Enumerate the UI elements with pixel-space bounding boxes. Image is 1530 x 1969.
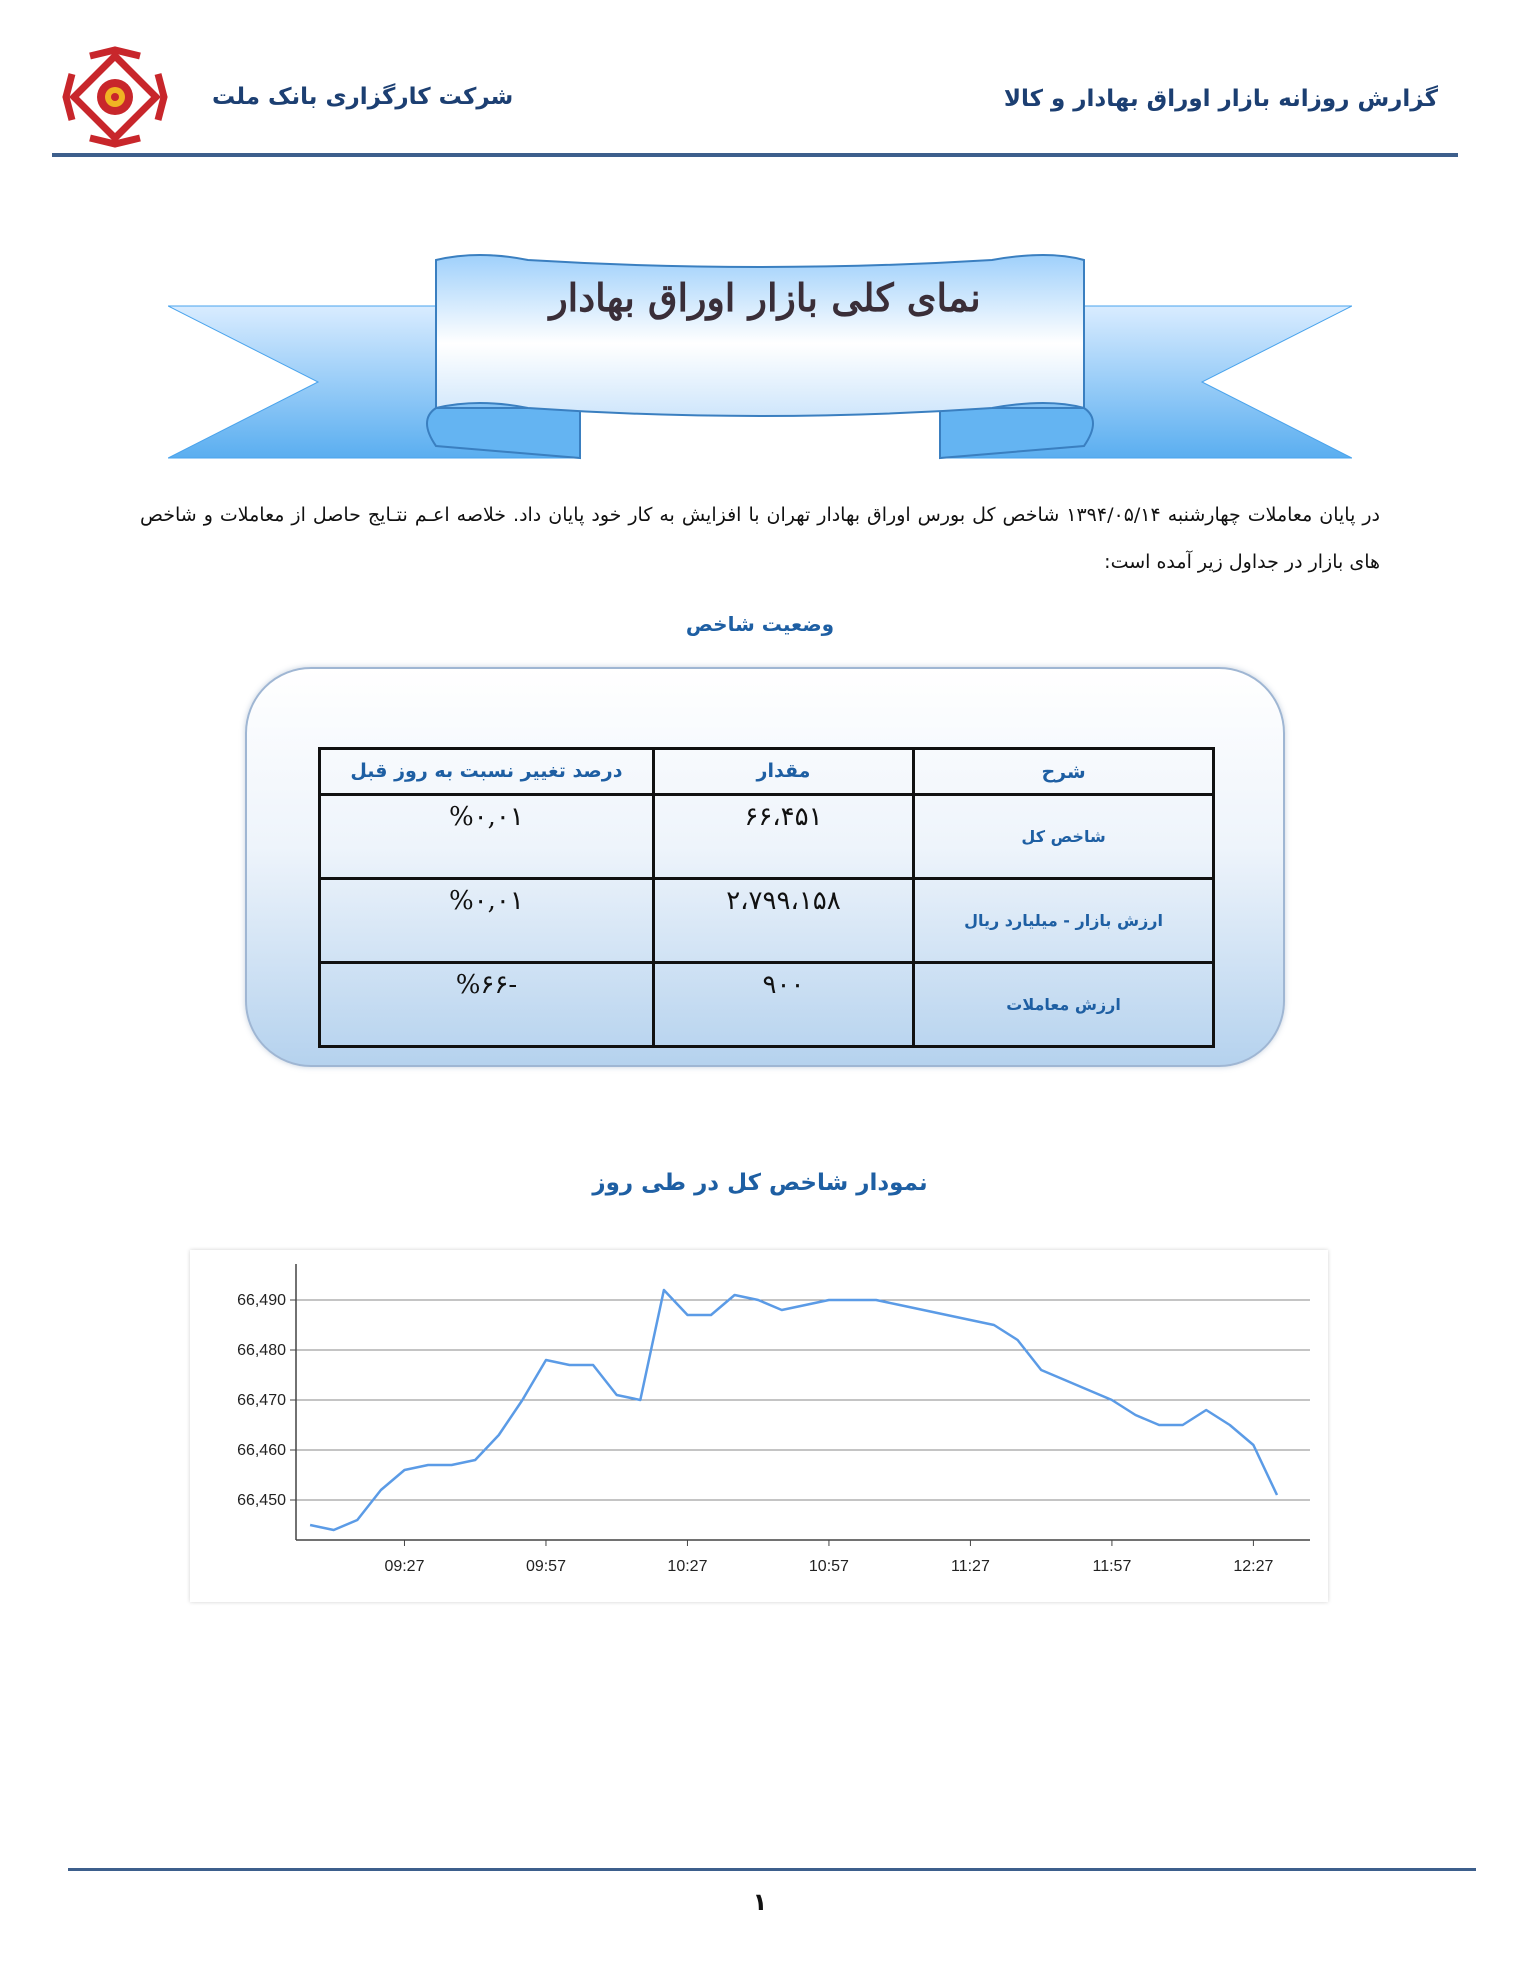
row-change: %۰,۰۱ [320, 879, 654, 963]
header-amount: مقدار [653, 749, 913, 795]
table-header-row [320, 749, 1214, 795]
x-tick-label: 11:27 [950, 1558, 990, 1575]
table-row [320, 963, 1214, 1047]
y-tick-label: 66,450 [237, 1492, 286, 1509]
intro-paragraph: در پایان معاملات چهارشنبه ۱۳۹۴/۰۵/۱۴ شاخص کل بورس اوراق بهادار تهران با افزایش به کار خود پایان داد. خلاصه اعـم نتـایج حاصل از معاملات و شاخص های بازار در جداول زیر آمده است: [140, 504, 1380, 573]
x-tick-label: 11:57 [1092, 1558, 1132, 1575]
row-description: شاخص کل [914, 795, 1214, 879]
row-amount: ۲،۷۹۹،۱۵۸ [653, 879, 913, 963]
table-row [320, 795, 1214, 879]
x-tick-label: 10:57 [808, 1558, 849, 1575]
x-tick-label: 09:27 [384, 1558, 425, 1575]
chart-title: نمودار شاخص کل در طی روز [592, 1170, 928, 1196]
x-tick-label: 09:57 [525, 1558, 566, 1575]
row-description: ارزش بازار - میلیارد ریال [914, 879, 1214, 963]
header-change: درصد تغییر نسبت به روز قبل [320, 749, 654, 795]
row-change: -%۶۶ [320, 963, 654, 1047]
report-title: گزارش روزانه بازار اوراق بهادار و کالا [1003, 86, 1438, 112]
index-status-table [318, 747, 1215, 1048]
index-line-series [310, 1290, 1277, 1530]
banner-title: نمای کلی بازار اوراق بهادار [549, 275, 981, 320]
page-number: ۱ [752, 1888, 768, 1916]
y-tick-label: 66,490 [237, 1292, 286, 1309]
footer-divider [68, 1868, 1476, 1871]
company-name: شرکت کارگزاری بانک ملت [212, 84, 514, 110]
header-divider [52, 153, 1458, 157]
y-tick-label: 66,470 [237, 1392, 286, 1409]
row-description: ارزش معاملات [914, 963, 1214, 1047]
table-row [320, 879, 1214, 963]
row-amount: ۶۶،۴۵۱ [653, 795, 913, 879]
y-tick-label: 66,480 [237, 1342, 286, 1359]
y-tick-label: 66,460 [237, 1442, 286, 1459]
row-change: %۰,۰۱ [320, 795, 654, 879]
index-status-title: وضعیت شاخص [685, 612, 835, 636]
header-description: شرح [914, 749, 1214, 795]
intraday-index-chart [190, 1250, 1328, 1602]
bank-mellat-logo [62, 46, 168, 148]
x-tick-label: 10:27 [667, 1558, 708, 1575]
x-tick-label: 12:27 [1233, 1558, 1274, 1575]
row-amount: ۹۰۰ [653, 963, 913, 1047]
